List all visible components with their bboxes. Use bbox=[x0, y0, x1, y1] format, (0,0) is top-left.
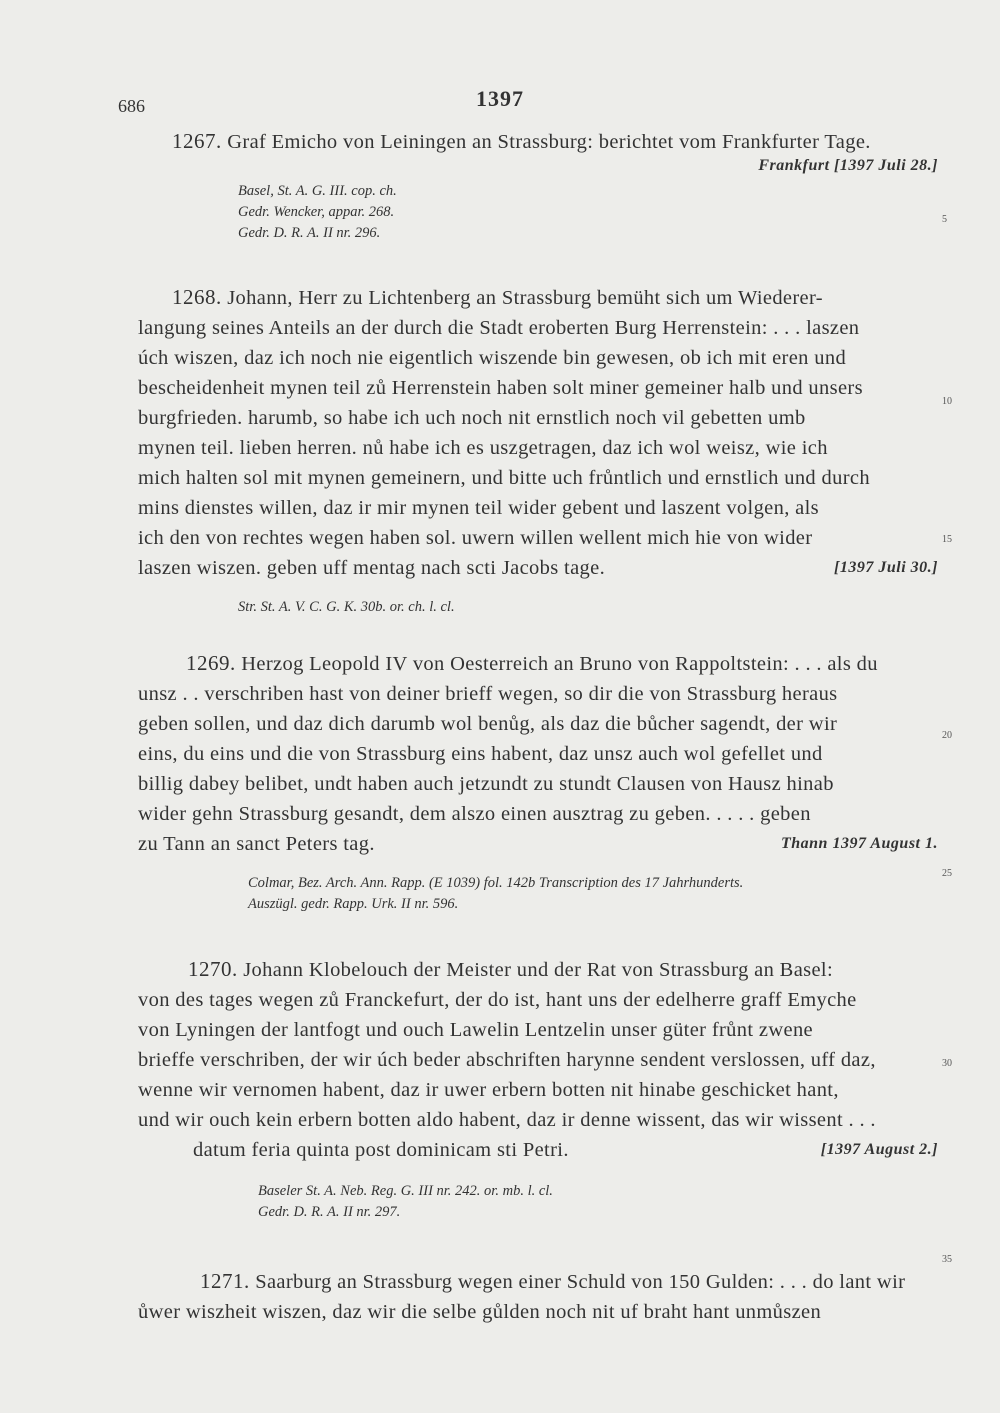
source-line: Str. St. A. V. C. G. K. 30b. or. ch. l. cl. bbox=[238, 599, 455, 615]
entry-1271 bbox=[138, 1266, 938, 1327]
source-line: Colmar, Bez. Arch. Ann. Rapp. (E 1039) fol. 142b Transcription des 17 Jahrhunderts. bbox=[248, 875, 744, 891]
entry-body bbox=[138, 1266, 938, 1327]
text-line: Johann, Herr zu Lichtenberg an Strassburg bemüht sich um Wiederer- bbox=[227, 287, 823, 309]
page-number: 686 bbox=[118, 96, 145, 116]
text-line: und wir ouch kein erbern botten aldo habent, daz ir denne wissent, das wir wissent . . . bbox=[138, 1109, 876, 1131]
entry-number: 1270. bbox=[188, 957, 238, 981]
text-line: ich den von rechtes wegen haben sol. uwern willen wellent mich hie von wider bbox=[138, 527, 813, 549]
text-line: von Lyningen der lantfogt und ouch Lawelin Lentzelin unser güter frůnt zwene bbox=[138, 1019, 813, 1041]
text-line: brieffe verschriben, der wir úch beder abschriften harynne sendent verslossen, uff daz, bbox=[138, 1049, 876, 1071]
source-line: Gedr. Wencker, appar. 268. bbox=[238, 204, 395, 220]
entry-1267 bbox=[138, 126, 938, 244]
entry-sources bbox=[238, 181, 938, 244]
entry-1269 bbox=[138, 648, 938, 915]
entry-sources bbox=[258, 1181, 938, 1223]
source-line: Baseler St. A. Neb. Reg. G. III nr. 242. or. mb. l. cl. bbox=[258, 1183, 553, 1199]
margin-line-number: 10 bbox=[942, 396, 952, 407]
text-line-with-date bbox=[138, 553, 938, 583]
text-line: wenne wir vernomen habent, daz ir uwer erbern botten nit hinabe geschicket hant, bbox=[138, 1079, 839, 1101]
entry-number: 1271. bbox=[200, 1269, 250, 1293]
entry-title: Graf Emicho von Leiningen an Strassburg: berichtet vom Frankfurter Tage. bbox=[227, 131, 871, 153]
text-line-with-date bbox=[138, 829, 938, 859]
entry-heading bbox=[138, 126, 938, 157]
text-line-with-date bbox=[138, 1135, 938, 1165]
entry-1270 bbox=[138, 954, 938, 1223]
text-line: Johann Klobelouch der Meister und der Rat von Strassburg an Basel: bbox=[243, 959, 834, 981]
text-line: úch wiszen, daz ich noch nie eigentlich wiszende bin gewesen, ob ich mit eren und bbox=[138, 347, 847, 369]
text-line: geben sollen, und daz dich darumb wol benůg, als daz die bůcher sagendt, der wir bbox=[138, 713, 838, 735]
text-line: burgfrieden. harumb, so habe ich uch noch nit ernstlich noch vil gebetten umb bbox=[138, 407, 806, 429]
entry-number: 1267. bbox=[172, 129, 222, 153]
text-line: mins dienstes willen, daz ir mir mynen teil wider gebent und laszent volgen, als bbox=[138, 497, 819, 519]
entry-body bbox=[138, 648, 938, 859]
margin-line-number: 20 bbox=[942, 730, 952, 741]
text-line: mich halten sol mit mynen gemeinern, und bitte uch frůntlich und ernstlich und durch bbox=[138, 467, 870, 489]
entry-date: Thann 1397 August 1. bbox=[780, 835, 938, 852]
entry-number: 1268. bbox=[172, 285, 222, 309]
entry-date: [1397 Juli 30.] bbox=[834, 559, 938, 576]
source-line: Basel, St. A. G. III. cop. ch. bbox=[238, 183, 397, 199]
text-line: laszen wiszen. geben uff mentag nach scti Jacobs tage. bbox=[138, 557, 606, 579]
margin-line-number: 30 bbox=[942, 1058, 952, 1069]
page-year-heading: 1397 bbox=[476, 86, 524, 111]
entry-date: Frankfurt [1397 Juli 28.] bbox=[758, 157, 938, 174]
margin-line-number: 15 bbox=[942, 534, 952, 545]
text-line: mynen teil. lieben herren. nů habe ich es uszgetragen, daz ich wol weisz, wie ich bbox=[138, 437, 828, 459]
entry-1268 bbox=[138, 282, 938, 618]
entry-date-row bbox=[138, 157, 938, 175]
text-line: von des tages wegen zů Franckefurt, der do ist, hant uns der edelherre graff Emyche bbox=[138, 989, 857, 1011]
text-line: datum feria quinta post dominicam sti Petri. bbox=[193, 1139, 569, 1161]
text-line: ůwer wiszheit wiszen, daz wir die selbe gůlden noch nit uf braht hant unmůszen bbox=[138, 1301, 822, 1323]
source-line: Auszügl. gedr. Rapp. Urk. II nr. 596. bbox=[248, 896, 459, 912]
entry-number: 1269. bbox=[186, 651, 236, 675]
entry-sources bbox=[248, 873, 938, 915]
text-line: wider gehn Strassburg gesandt, dem alszo einen ausztrag zu geben. . . . . geben bbox=[138, 803, 811, 825]
text-line: Saarburg an Strassburg wegen einer Schuld von 150 Gulden: . . . do lant wir bbox=[255, 1271, 906, 1293]
entry-body bbox=[138, 954, 938, 1165]
margin-line-number: 25 bbox=[942, 868, 952, 879]
source-line: Gedr. D. R. A. II nr. 296. bbox=[238, 225, 381, 241]
text-line: billig dabey belibet, undt haben auch jetzundt zu stundt Clausen von Hausz hinab bbox=[138, 773, 834, 795]
entry-sources bbox=[238, 597, 938, 618]
text-line: bescheidenheit mynen teil zů Herrenstein haben solt miner gemeiner halb und unsers bbox=[138, 377, 863, 399]
text-line: Herzog Leopold IV von Oesterreich an Bruno von Rappoltstein: . . . als du bbox=[241, 653, 878, 675]
text-line: unsz . . verschriben hast von deiner brieff wegen, so dir die von Strassburg heraus bbox=[138, 683, 838, 705]
margin-line-number: 35 bbox=[942, 1254, 952, 1265]
text-line: langung seines Anteils an der durch die Stadt eroberten Burg Herrenstein: . . . laszen bbox=[138, 317, 860, 339]
source-line: Gedr. D. R. A. II nr. 297. bbox=[258, 1204, 401, 1220]
margin-line-number: 5 bbox=[942, 214, 947, 225]
text-line: eins, du eins und die von Strassburg eins habent, daz unsz auch wol gefellet und bbox=[138, 743, 823, 765]
entry-body bbox=[138, 282, 938, 583]
entry-date: [1397 August 2.] bbox=[820, 1141, 938, 1158]
text-line: zu Tann an sanct Peters tag. bbox=[138, 833, 375, 855]
